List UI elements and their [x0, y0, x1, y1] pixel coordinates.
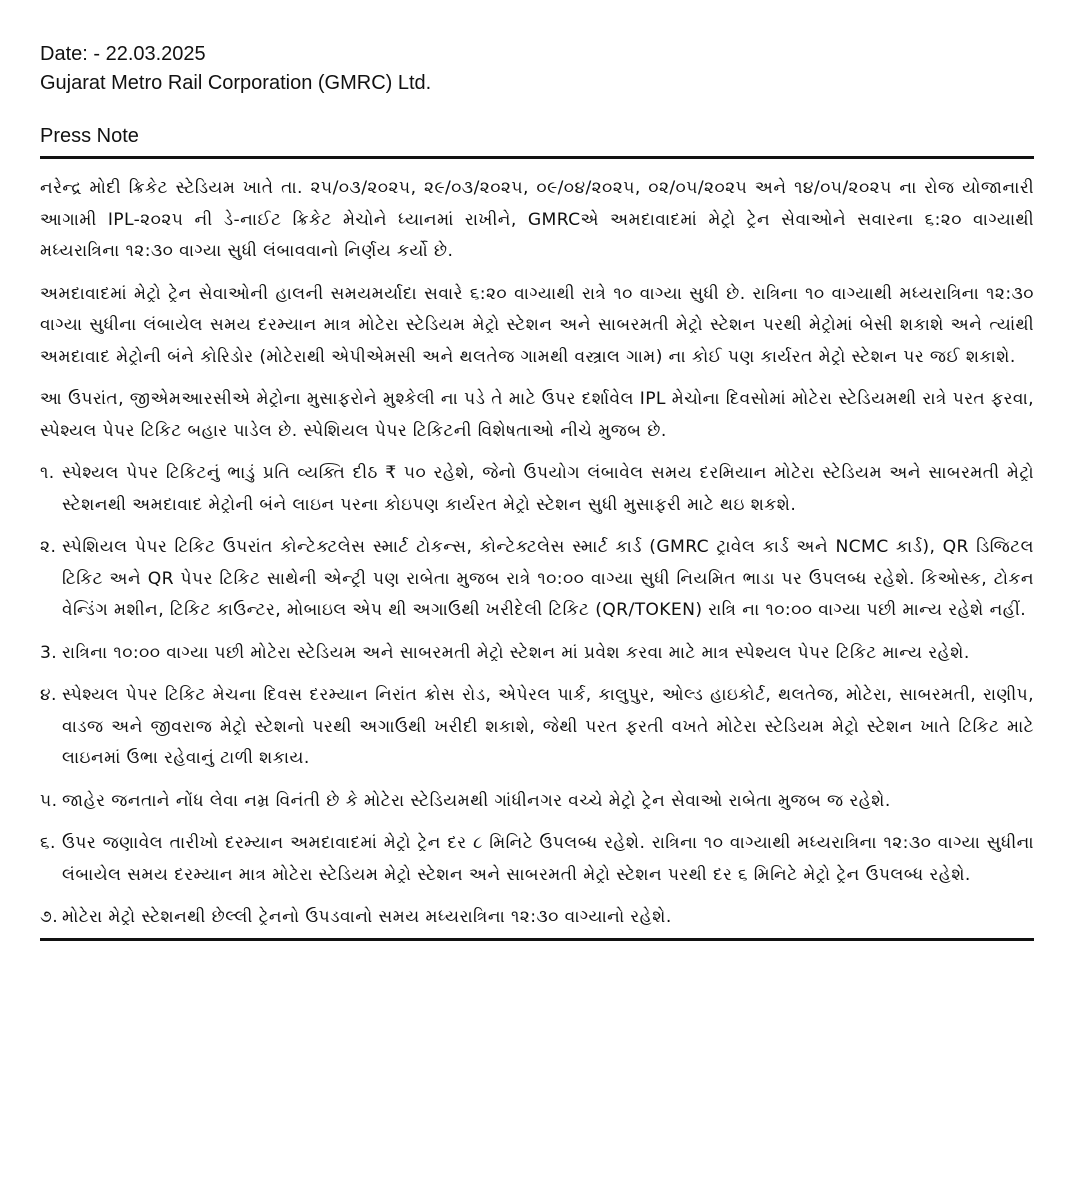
document-body	[40, 173, 1034, 934]
press-note-document	[40, 40, 1034, 941]
list-item-text: મોટેરા મેટ્રો સ્ટેશનથી છેલ્લી ટ્રેનનો ઉપડવાનો સમય મધ્યરાત્રિના ૧૨:૩૦ વાગ્યાનો રહેશે.	[62, 907, 672, 927]
list-item-number: ૧.	[40, 463, 55, 483]
list-item	[40, 902, 1034, 934]
list-item-number: ૨.	[40, 537, 57, 557]
list-item-number: ૭.	[40, 907, 59, 927]
organization-name: Gujarat Metro Rail Corporation (GMRC) Ltd.	[40, 72, 432, 94]
list-item-number: 3.	[40, 642, 58, 663]
intro-paragraph: નરેન્દ્ર મોદી ક્રિકેટ સ્ટેડિયમ ખાતે તા. ૨૫/૦૩/૨૦૨૫, ૨૯/૦૩/૨૦૨૫, ૦૯/૦૪/૨૦૨૫, ૦૨/૦૫/૨૦૨૫ અને ૧૪/૦૫/૨૦૨૫ ના રોજ યોજાનારી આગામી IPL-૨૦૨૫ ની ડે-નાઈટ ક્રિકેટ મેચોને ધ્યાનમાં રાખીને, GMRCએ અમદાવાદમાં મેટ્રો ટ્રેન સેવાઓને સવારના ૬:૨૦ વાગ્યાથી મધ્યરાત્રિના ૧૨:૩૦ વાગ્યા સુધી લંબાવવાનો નિર્ણય કર્યો છે.	[40, 178, 1034, 261]
list-item-number: ૬.	[40, 833, 56, 853]
list-item-number: ૪.	[40, 685, 57, 705]
list-item-text: સ્પેશ્યલ પેપર ટિકિટ મેચના દિવસ દરમ્યાન નિરાંત ક્રોસ રોડ, એપેરલ પાર્ક, કાલુપુર, ઓલ્ડ હાઇકોર્ટ, થલતેજ, મોટેરા, સાબરમતી, રાણીપ, વાડજ અને જીવરાજ મેટ્રો સ્ટેશનો પરથી અગાઉથી ખરીદી શકાશે, જેથી પરત ફરતી વખતે મોટેરા સ્ટેડિયમ મેટ્રો સ્ટેશન ખાતે ટિકિટ માટે લાઇનમાં ઉભા રહેવાનું ટાળી શકાય.	[62, 685, 1034, 768]
list-item-text: રાત્રિના ૧૦:૦૦ વાગ્યા પછી મોટેરા સ્ટેડિયમ અને સાબરમતી મેટ્રો સ્ટેશન માં પ્રવેશ કરવા માટે માત્ર સ્પેશ્યલ પેપર ટિકિટ માન્ય રહેશે.	[62, 642, 970, 663]
list-item	[40, 638, 1034, 670]
list-item	[40, 680, 1034, 775]
list-item-number: ૫.	[40, 790, 58, 811]
date-line: Date: - 22.03.2025	[40, 43, 206, 65]
list-item	[40, 532, 1034, 627]
list-item-text: સ્પેશ્યલ પેપર ટિકિટનું ભાડું પ્રતિ વ્યક્તિ દીઠ ₹ ૫૦ રહેશે, જેનો ઉપયોગ લંબાવેલ સમય દરમિયાન મોટેરા સ્ટેડિયમ અને સાબરમતી મેટ્રો સ્ટેશનથી અમદાવાદ મેટ્રોની બંને લાઇન પરના કોઇપણ કાર્યરત મેટ્રો સ્ટેશન સુધી મુસાફરી માટે થઇ શકશે.	[62, 463, 1034, 515]
timing-paragraph: અમદાવાદમાં મેટ્રો ટ્રેન સેવાઓની હાલની સમયમર્યાદા સવારે ૬:૨૦ વાગ્યાથી રાત્રે ૧૦ વાગ્યા સુધી છે. રાત્રિના ૧૦ વાગ્યાથી મધ્યરાત્રિના ૧૨:૩૦ વાગ્યા સુધીના લંબાયેલ સમય દરમ્યાન માત્ર મોટેરા સ્ટેડિયમ મેટ્રો સ્ટેશન અને સાબરમતી મેટ્રો સ્ટેશન પરથી મેટ્રોમાં બેસી શકાશે અને ત્યાંથી અમદાવાદ મેટ્રોની બંને કોરિડોર (મોટેરાથી એપીએમસી અને થલતેજ ગામથી વસ્ત્રાલ ગામ) ના કોઈ પણ કાર્યરત મેટ્રો સ્ટેશન પર જઈ શકાશે.	[40, 283, 1034, 367]
list-item	[40, 828, 1034, 891]
title-divider	[40, 156, 1034, 159]
list-item	[40, 458, 1034, 521]
special-ticket-paragraph: આ ઉપરાંત, જીએમઆરસીએ મેટ્રોના મુસાફરોને મુશ્કેલી ના પડે તે માટે ઉપર દર્શાવેલ IPL મેચોના દિવસોમાં મોટેરા સ્ટેડિયમથી રાત્રે પરત ફરવા, સ્પેશ્યલ પેપર ટિકિટ બહાર પાડેલ છે. સ્પેશિયલ પેપર ટિકિટની વિશેષતાઓ નીચે મુજબ છે.	[40, 389, 1034, 441]
list-item	[40, 786, 1034, 818]
list-item-text: ઉપર જણાવેલ તારીખો દરમ્યાન અમદાવાદમાં મેટ્રો ટ્રેન દર ૮ મિનિટે ઉપલબ્ધ રહેશે. રાત્રિના ૧૦ વાગ્યાથી મધ્યરાત્રિના ૧૨:૩૦ વાગ્યા સુધીના લંબાયેલ સમય દરમ્યાન માત્ર મોટેરા સ્ટેડિયમ મેટ્રો સ્ટેશન અને સાબરમતી મેટ્રો સ્ટેશન પરથી દર ૬ મિનિટે મેટ્રો ટ્રેન ઉપલબ્ધ રહેશે.	[62, 833, 1034, 885]
list-item-text: સ્પેશિયલ પેપર ટિકિટ ઉપરાંત કોન્ટેક્ટલેસ સ્માર્ટ ટોકન્સ, કોન્ટેક્ટલેસ સ્માર્ટ કાર્ડ (GMRC ટ્રાવેલ કાર્ડ અને NCMC કાર્ડ), QR ડિજિટલ ટિકિટ અને QR પેપર ટિકિટ સાથેની એન્ટ્રી પણ રાબેતા મુજબ રાત્રે ૧૦:૦૦ વાગ્યા સુધી નિયમિત ભાડા પર ઉપલબ્ધ રહેશે. કિઓસ્ક, ટોકન વેન્ડિંગ મશીન, ટિકિટ કાઉન્ટર, મોબાઇલ એપ થી અગાઉથી ખરીદેલી ટિકિટ (QR/TOKEN) રાત્રિ ના ૧૦:૦૦ વાગ્યા પછી માન્ય રહેશે નહીં.	[62, 537, 1034, 620]
bottom-divider	[40, 938, 1034, 941]
document-title: Press Note	[40, 125, 139, 147]
features-list	[40, 458, 1034, 934]
list-item-text: જાહેર જનતાને નોંધ લેવા નમ્ર વિનંતી છે કે મોટેરા સ્ટેડિયમથી ગાંધીનગર વચ્ચે મેટ્રો ટ્રેન સેવાઓ રાબેતા મુજબ જ રહેશે.	[62, 790, 891, 811]
